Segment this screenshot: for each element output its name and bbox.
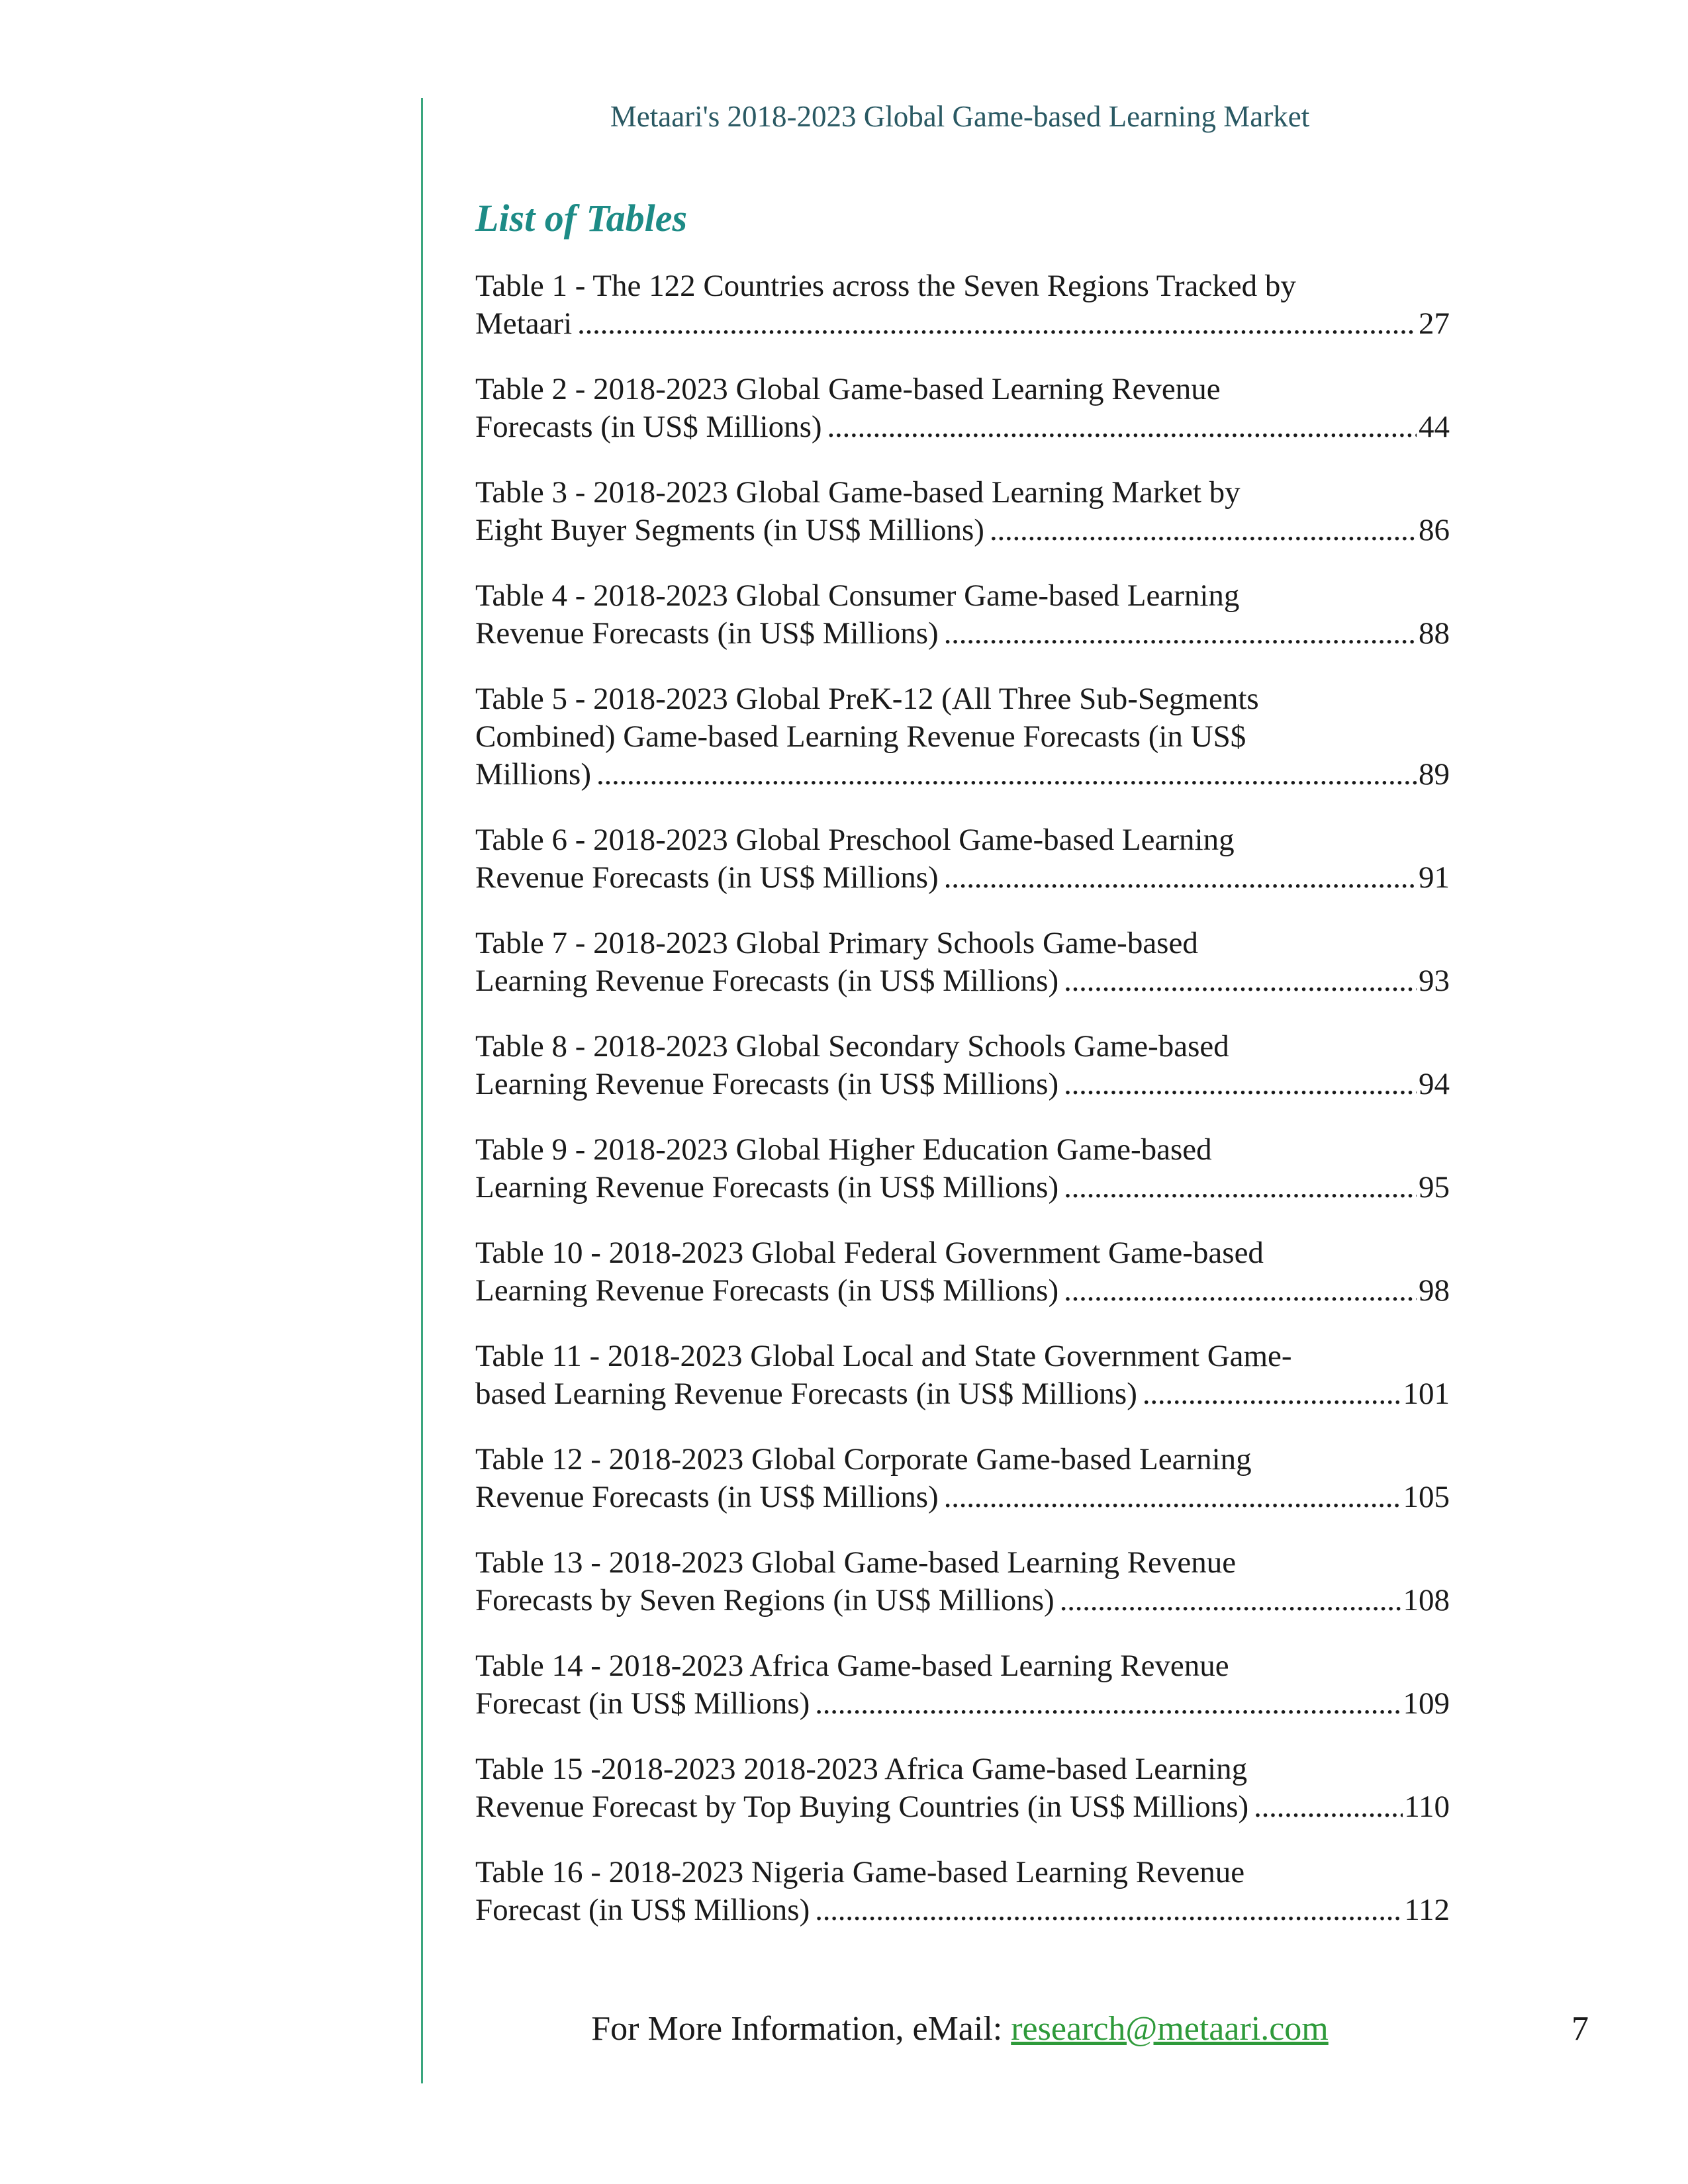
toc-page-number: 44	[1419, 410, 1450, 444]
toc-entry-tail-text: Learning Revenue Forecasts (in US$ Millions)	[475, 964, 1059, 998]
toc-entry-tail-text: Forecasts (in US$ Millions)	[475, 410, 822, 444]
toc-entry-line: Table 7 - 2018-2023 Global Primary Schools Game-based	[475, 926, 1198, 960]
dot-leader	[815, 1685, 1401, 1723]
toc-entry-line: Table 4 - 2018-2023 Global Consumer Game-based Learning	[475, 578, 1240, 613]
toc-page-number: 93	[1419, 964, 1450, 998]
dot-leader	[1064, 962, 1417, 1000]
toc-entry-tail-text: Forecast (in US$ Millions)	[475, 1893, 810, 1927]
footer-email-link[interactable]: research@metaari.com	[1011, 2010, 1329, 2048]
toc-entry[interactable]	[475, 1131, 1450, 1234]
toc-entry-line: Table 9 - 2018-2023 Global Higher Education Game-based	[475, 1132, 1212, 1167]
toc-entry-line: Table 12 - 2018-2023 Global Corporate Game-based Learning	[475, 1442, 1252, 1477]
toc-page-number: 108	[1403, 1583, 1450, 1617]
toc-entry[interactable]	[475, 474, 1450, 577]
toc-entry-line: Table 6 - 2018-2023 Global Preschool Game-based Learning	[475, 823, 1235, 857]
toc-page-number: 112	[1404, 1893, 1450, 1927]
toc-entry-tail-text: Learning Revenue Forecasts (in US$ Millions)	[475, 1170, 1059, 1205]
toc-entry-last-line	[475, 1169, 1450, 1206]
toc-page-number: 105	[1403, 1480, 1450, 1514]
toc-entry[interactable]	[475, 1854, 1450, 1957]
toc-entry-tail-text: Learning Revenue Forecasts (in US$ Millions)	[475, 1273, 1059, 1308]
toc-entry-tail-text: Forecast (in US$ Millions)	[475, 1686, 810, 1721]
toc-page-number: 91	[1419, 860, 1450, 895]
toc-entry[interactable]	[475, 1441, 1450, 1544]
toc-entry-tail-text: Learning Revenue Forecasts (in US$ Millions)	[475, 1067, 1059, 1101]
toc-entry-line: Table 10 - 2018-2023 Global Federal Government Game-based	[475, 1236, 1264, 1270]
toc-page-number: 95	[1419, 1170, 1450, 1205]
toc-entry-line: Table 13 - 2018-2023 Global Game-based Learning Revenue	[475, 1545, 1237, 1580]
running-header: Metaari's 2018-2023 Global Game-based Learning Market	[610, 100, 1310, 133]
toc-entry-line: Combined) Game-based Learning Revenue Forecasts (in US$	[475, 719, 1246, 754]
toc-entry-last-line	[475, 1479, 1450, 1516]
dot-leader	[990, 512, 1417, 549]
dot-leader	[1143, 1375, 1402, 1413]
dot-leader	[944, 1479, 1402, 1516]
toc-entry-last-line	[475, 962, 1450, 1000]
toc-entry-last-line	[475, 756, 1450, 794]
dot-leader	[1254, 1788, 1403, 1826]
toc-entry[interactable]	[475, 1234, 1450, 1338]
toc-entry-last-line	[475, 1066, 1450, 1103]
toc-entry-line: Table 5 - 2018-2023 Global PreK-12 (All Three Sub-Segments	[475, 682, 1259, 716]
toc-entry-last-line	[475, 1685, 1450, 1723]
toc-page-number: 86	[1419, 513, 1450, 547]
footer	[463, 2009, 1456, 2048]
toc-entry[interactable]	[475, 925, 1450, 1028]
toc-entry-tail-text: Revenue Forecast by Top Buying Countries (in US$ Millions)	[475, 1790, 1249, 1824]
toc-entry-line: Table 2 - 2018-2023 Global Game-based Learning Revenue	[475, 372, 1221, 406]
toc-entry-line: Table 11 - 2018-2023 Global Local and State Government Game-	[475, 1339, 1292, 1373]
section-title: List of Tables	[475, 197, 688, 240]
dot-leader	[1064, 1169, 1417, 1206]
toc-entry-tail-text: Millions)	[475, 757, 591, 792]
dot-leader	[1060, 1582, 1402, 1619]
toc-entry[interactable]	[475, 680, 1450, 821]
toc-entry-tail-text: Revenue Forecasts (in US$ Millions)	[475, 860, 939, 895]
toc-page-number: 109	[1403, 1686, 1450, 1721]
dot-leader	[596, 756, 1417, 794]
toc-page-number: 101	[1403, 1377, 1450, 1411]
toc-entry-line: Table 8 - 2018-2023 Global Secondary Schools Game-based	[475, 1029, 1229, 1064]
toc-entry-tail-text: Revenue Forecasts (in US$ Millions)	[475, 616, 939, 651]
toc-entry-line: Table 14 - 2018-2023 Africa Game-based Learning Revenue	[475, 1649, 1229, 1683]
toc-entry[interactable]	[475, 821, 1450, 925]
toc-entry[interactable]	[475, 267, 1450, 371]
dot-leader	[827, 408, 1417, 446]
toc-entry-line: Table 15 -2018-2023 2018-2023 Africa Game-based Learning	[475, 1752, 1248, 1786]
page-number: 7	[1571, 2010, 1589, 2048]
table-of-tables-list	[475, 267, 1450, 1957]
toc-page-number: 88	[1419, 616, 1450, 651]
toc-entry[interactable]	[475, 1751, 1450, 1854]
toc-entry[interactable]	[475, 1544, 1450, 1647]
toc-page-number: 94	[1419, 1067, 1450, 1101]
toc-entry-last-line	[475, 1788, 1450, 1826]
toc-entry-line: Table 3 - 2018-2023 Global Game-based Learning Market by	[475, 475, 1241, 510]
toc-entry-last-line	[475, 859, 1450, 897]
toc-entry-last-line	[475, 1375, 1450, 1413]
toc-entry-tail-text: Eight Buyer Segments (in US$ Millions)	[475, 513, 984, 547]
toc-entry-last-line	[475, 1272, 1450, 1310]
toc-entry-last-line	[475, 512, 1450, 549]
toc-entry-last-line	[475, 305, 1450, 343]
toc-entry[interactable]	[475, 371, 1450, 474]
toc-entry-tail-text: Forecasts by Seven Regions (in US$ Millions)	[475, 1583, 1055, 1617]
toc-entry[interactable]	[475, 1028, 1450, 1131]
dot-leader	[944, 859, 1417, 897]
toc-entry-last-line	[475, 615, 1450, 653]
toc-page-number: 89	[1419, 757, 1450, 792]
dot-leader	[815, 1891, 1403, 1929]
dot-leader	[577, 305, 1417, 343]
toc-entry-last-line	[475, 1891, 1450, 1929]
toc-entry-tail-text: Metaari	[475, 306, 573, 341]
dot-leader	[1064, 1272, 1417, 1310]
toc-entry-tail-text: Revenue Forecasts (in US$ Millions)	[475, 1480, 939, 1514]
toc-entry[interactable]	[475, 577, 1450, 680]
toc-page-number: 110	[1404, 1790, 1450, 1824]
toc-entry[interactable]	[475, 1647, 1450, 1751]
toc-page-number: 27	[1419, 306, 1450, 341]
toc-entry-tail-text: based Learning Revenue Forecasts (in US$ Millions)	[475, 1377, 1137, 1411]
dot-leader	[1064, 1066, 1417, 1103]
margin-rule	[421, 98, 423, 2083]
dot-leader	[944, 615, 1417, 653]
footer-prefix: For More Information, eMail:	[591, 2010, 1011, 2048]
toc-entry-last-line	[475, 1582, 1450, 1619]
toc-page-number: 98	[1419, 1273, 1450, 1308]
toc-entry-line: Table 1 - The 122 Countries across the Seven Regions Tracked by	[475, 269, 1296, 303]
toc-entry-last-line	[475, 408, 1450, 446]
toc-entry[interactable]	[475, 1338, 1450, 1441]
toc-entry-line: Table 16 - 2018-2023 Nigeria Game-based Learning Revenue	[475, 1855, 1245, 1889]
